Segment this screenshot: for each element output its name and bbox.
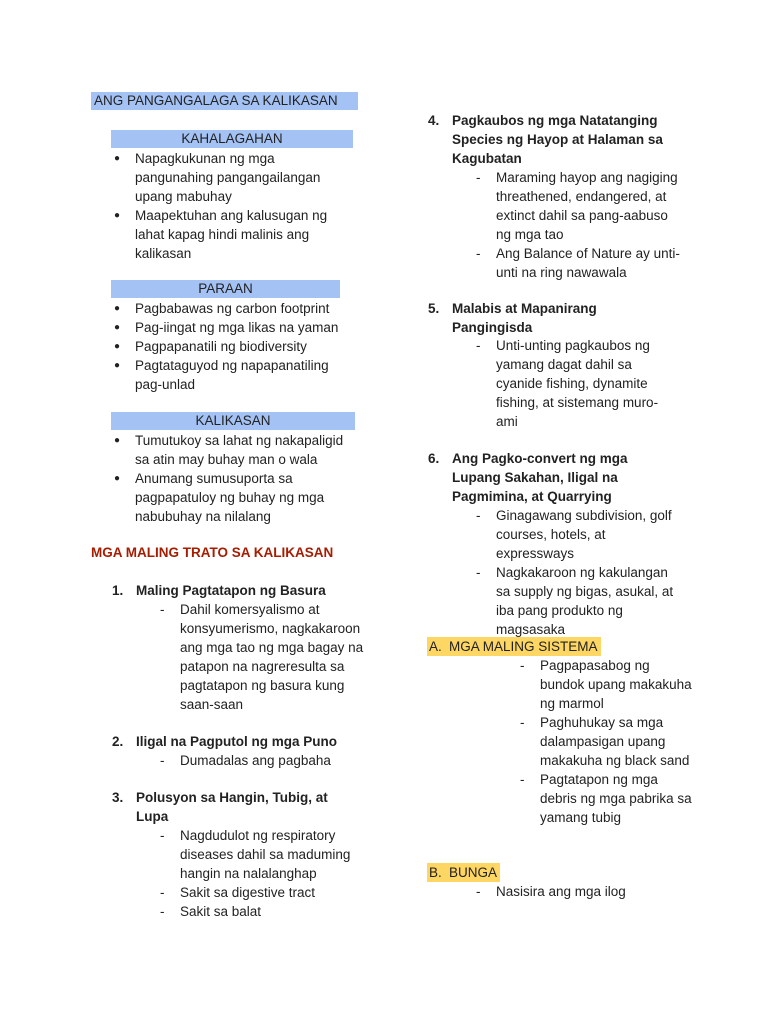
- list-item: - Ginagawang subdivision, golf courses, hotels, at expressways: [474, 506, 684, 563]
- section-header-kahalagahan: [111, 130, 353, 148]
- list-item: - Unti-unting pagkaubos ng yamang dagat dahil sa cyanide fishing, dynamite fishing, at sistemang muro-ami: [474, 336, 664, 431]
- section-title: MGA MALING SISTEMA: [449, 639, 598, 654]
- kahalagahan-list: [111, 149, 351, 263]
- section-header-label: KAHALAGAHAN: [181, 131, 283, 146]
- sub-list: [474, 882, 684, 901]
- section-letter: A.: [429, 639, 442, 654]
- list-item: - Ang Balance of Nature ay unti-unti na ring nawawala: [474, 244, 684, 282]
- section-heading-a: [427, 637, 601, 656]
- page-title: [91, 92, 358, 110]
- item-number: 5.: [428, 301, 440, 316]
- sub-list: [474, 168, 684, 282]
- item-number: 4.: [428, 113, 440, 128]
- item-title: Pagkaubos ng mga Natatanging Species ng Hayop at Halaman sa Kagubatan: [452, 113, 663, 166]
- numbered-heading: [428, 299, 652, 337]
- section-header-paraan: [111, 280, 340, 298]
- sub-list: [474, 336, 664, 431]
- section-header-label: KALIKASAN: [195, 413, 271, 428]
- numbered-heading: [112, 581, 366, 600]
- list-item: - Nasisira ang mga ilog: [474, 882, 684, 901]
- list-item: ● Pag-iingat ng mga likas na yaman: [111, 318, 351, 337]
- item-number: 3.: [112, 790, 124, 805]
- list-item: - Maraming hayop ang nagiging threathened, endangered, at extinct dahil sa pang-aabuso ng mga tao: [474, 168, 684, 244]
- section-letter: B.: [429, 865, 442, 880]
- sub-list: [158, 826, 368, 921]
- list-item: - Sakit sa balat: [158, 902, 368, 921]
- page-title-text: ANG PANGANGALAGA SA KALIKASAN: [94, 93, 338, 108]
- sub-list: [158, 600, 368, 714]
- list-item: ● Tumutukoy sa lahat ng nakapaligid sa atin may buhay man o wala: [111, 431, 351, 469]
- sub-list: [518, 656, 694, 827]
- item-number: 1.: [112, 583, 124, 598]
- item-title: Malabis at Mapanirang Pangingisda: [452, 301, 597, 335]
- item-number: 6.: [428, 451, 440, 466]
- list-item: - Dumadalas ang pagbaha: [158, 751, 368, 770]
- sub-list: [158, 751, 368, 770]
- list-item: - Nagkakaroon ng kakulangan sa supply ng bigas, asukal, at iba pang produkto ng magsasaka: [474, 563, 684, 639]
- sub-list: [474, 506, 684, 639]
- numbered-heading: [112, 788, 346, 826]
- numbered-heading: [428, 449, 652, 506]
- list-item: ● Napagkukunan ng mga pangunahing pangangailangan upang mabuhay: [111, 149, 351, 206]
- list-item: - Dahil komersyalismo at konsyumerismo, nagkakaroon ang mga tao ng mga bagay na patapon na nagreresulta sa pagtatapon ng basura kung saan-saan: [158, 600, 368, 714]
- list-item: - Nagdudulot ng respiratory diseases dahil sa maduming hangin na nalalanghap: [158, 826, 368, 883]
- list-item: ● Pagtataguyod ng napapanatiling pag-unlad: [111, 356, 351, 394]
- item-title: Ang Pagko-convert ng mga Lupang Sakahan, Iligal na Pagmimina, at Quarrying: [452, 451, 628, 504]
- list-item: ● Anumang sumusuporta sa pagpapatuloy ng buhay ng mga nabubuhay na nilalang: [111, 469, 351, 526]
- list-item: ● Pagpapanatili ng biodiversity: [111, 337, 351, 356]
- list-item: - Pagtatapon ng mga debris ng mga pabrika sa yamang tubig: [518, 770, 694, 827]
- item-title: Polusyon sa Hangin, Tubig, at Lupa: [136, 790, 328, 824]
- item-title: Iligal na Pagputol ng mga Puno: [136, 734, 338, 749]
- list-item: - Sakit sa digestive tract: [158, 883, 368, 902]
- numbered-heading: [112, 732, 366, 751]
- list-item: - Pagpapasabog ng bundok upang makakuha ng marmol: [518, 656, 694, 713]
- item-title: Maling Pagtatapon ng Basura: [136, 583, 326, 598]
- section-header-kalikasan: [111, 412, 355, 430]
- list-item: ● Maapektuhan ang kalusugan ng lahat kapag hindi malinis ang kalikasan: [111, 206, 351, 263]
- numbered-heading: [428, 111, 682, 168]
- list-item: ● Pagbabawas ng carbon footprint: [111, 299, 351, 318]
- section-header-label: PARAAN: [198, 281, 253, 296]
- item-number: 2.: [112, 734, 124, 749]
- paraan-list: [111, 299, 351, 394]
- list-item: - Paghuhukay sa mga dalampasigan upang makakuha ng black sand: [518, 713, 694, 770]
- section-heading-b: [427, 863, 500, 882]
- kalikasan-list: [111, 431, 351, 526]
- maling-trato-title: MGA MALING TRATO SA KALIKASAN: [91, 545, 334, 560]
- section-title: BUNGA: [449, 865, 498, 880]
